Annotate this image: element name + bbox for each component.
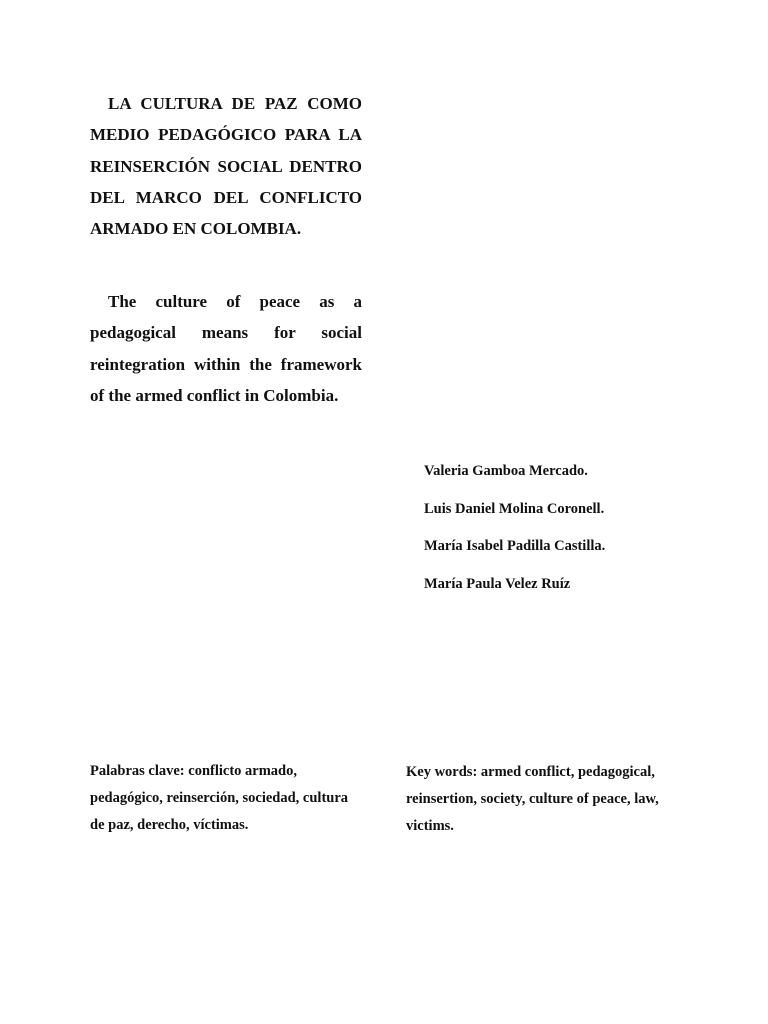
title-spanish: LA CULTURA DE PAZ COMO MEDIO PEDAGÓGICO PARA LA REINSERCIÓN SOCIAL DENTRO DEL MARCO DEL CONFLICTO ARMADO EN COLOMBIA. <box>90 94 362 239</box>
author-list <box>424 462 605 612</box>
author-name: Luis Daniel Molina Coronell. <box>424 500 605 517</box>
keywords-spanish: Palabras clave: conflicto armado, pedagógico, reinserción, sociedad, cultura de paz, derecho, víctimas. <box>90 763 349 833</box>
keywords-english: Key words: armed conflict, pedagogical, reinsertion, society, culture of peace, law, victims. <box>406 764 659 834</box>
title-english: The culture of peace as a pedagogical means for social reintegration within the framework of the armed conflict in Colombia. <box>90 292 362 405</box>
author-name: Valeria Gamboa Mercado. <box>424 463 588 479</box>
author-name: María Paula Velez Ruíz <box>424 575 571 592</box>
author-name: María Isabel Padilla Castilla. <box>424 538 606 554</box>
